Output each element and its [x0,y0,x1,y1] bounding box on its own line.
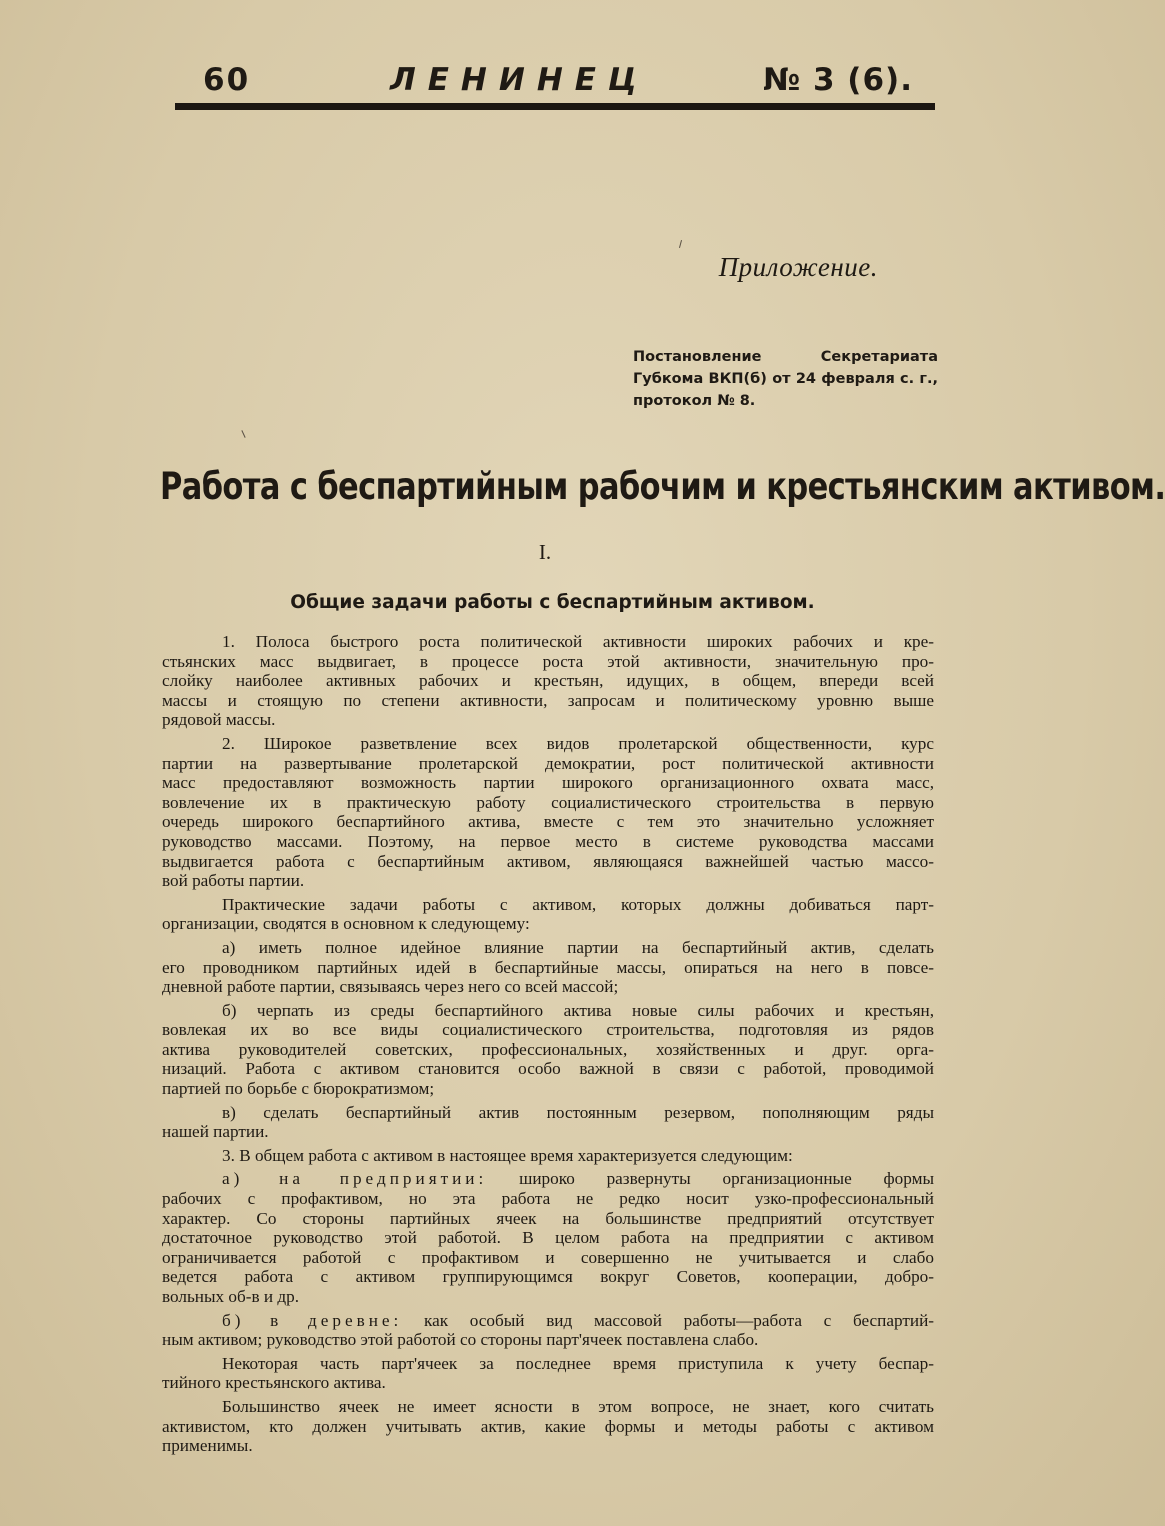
resolution-line: Постановление Секретариата [633,349,938,365]
issue-number: № 3 (6). [762,62,913,98]
text-line-rest: широко развернуты организационные формы [487,1169,934,1189]
text-line: низаций. Работа с активом становится особо важной в связи с работой, проводимой [162,1059,934,1079]
text-line: рабочих с профактивом, но эта работа не редко носит узко-профессиональный [162,1189,934,1209]
paragraph [162,1354,934,1393]
page-header [175,62,935,102]
resolution-reference [633,346,938,412]
text-line [162,1169,934,1189]
text-line: тийного крестьянского актива. [162,1373,386,1393]
paragraph [162,1103,934,1142]
text-line: партией по борьбе с бюрократизмом; [162,1079,435,1099]
text-line: ограничивается работой с профактивом и совершенно не учитывается и слабо [162,1247,934,1267]
text-line: нашей партии. [162,1122,269,1142]
text-line: дневной работе партии, связываясь через него со всей массой; [162,977,619,997]
page-number: 60 [203,62,251,98]
text-line: организации, сводятся в основном к следующему: [162,914,530,934]
text-line: вовлекая их во все виды социалистического строительства, подготовляя из рядов [162,1020,934,1040]
paragraph [162,1397,934,1456]
paragraph [162,938,934,997]
text-line: стьянских масс выдвигает, в процессе роста этой активности, значительную про- [162,651,934,671]
paragraph [162,895,934,934]
paragraph [162,1146,934,1166]
paragraph [162,1169,934,1306]
text-line: достаточное руководство этой работой. В целом работа на предприятии с активом [162,1228,934,1248]
resolution-line: протокол № 8. [633,393,756,409]
text-line: а) иметь полное идейное влияние партии на беспартийный актив, сделать [222,937,934,957]
text-line: партии на развертывание пролетарской демократии, рост политической активности [162,753,934,773]
text-line-rest: как особый вид массовой работы—работа с беспартий- [402,1310,934,1330]
resolution-line: Губкома ВКП(б) от 24 февраля с. г., [633,371,938,387]
print-mark [241,430,245,438]
header-rule [175,103,935,110]
text-line: Большинство ячеек не имеет ясности в этом вопросе, не знает, кого считать [222,1396,934,1416]
text-line: активистом, кто должен учитывать актив, какие формы и методы работы с активом [162,1416,934,1436]
text-line: ным активом; руководство этой работой со стороны парт'ячеек поставлена слабо. [162,1330,759,1350]
text-line: актива руководителей советских, профессиональных, хозяйственных и друг. орга- [162,1039,934,1059]
document-title: Работа с беспартийным рабочим и крестьянским активом. [160,466,1165,509]
print-mark [679,240,682,248]
text-line: вовлечение их в практическую работу социалистического строительства в первую [162,792,934,812]
text-line: масс предоставляют возможность партии широкого организационного охвата масс, [162,773,934,793]
spaced-lead: б) в деревне: [222,1310,403,1330]
text-line: 1. Полоса быстрого роста политической активности широких рабочих и кре- [222,632,934,651]
text-line: вольных об-в и др. [162,1287,300,1306]
text-line: руководство массами. Поэтому, на первое место в системе руководства массами [162,831,934,851]
text-line: слойку наиболее активных рабочих и крестьян, идущих, в общем, впереди всей [162,671,934,691]
paragraph [162,1311,934,1350]
text-line: 2. Широкое разветвление всех видов пролетарской общественности, курс [222,733,934,753]
section-heading: Общие задачи работы с беспартийным активом. [290,592,815,613]
paragraph [162,734,934,891]
text-line: в) сделать беспартийный актив постоянным резервом, пополняющим ряды [222,1102,934,1122]
appendix-label: Приложение. [718,252,878,282]
text-line: 3. В общем работа с активом в настоящее время характеризуется следующим: [222,1145,793,1165]
text-line: Практические задачи работы с активом, которых должны добиваться парт- [222,894,934,914]
text-line: Некоторая часть парт'ячеек за последнее время приступила к учету беспар- [222,1353,934,1373]
text-line: рядовой массы. [162,710,276,730]
paragraph [162,632,934,730]
journal-title: ЛЕНИНЕЦ [390,62,649,98]
text-line: выдвигается работа с беспартийным активом, являющаяся важнейшей частью массо- [162,851,934,871]
text-line [162,1311,934,1331]
text-line: ведется работа с активом группирующимся вокруг Советов, кооперации, добро- [162,1267,934,1287]
text-line: характер. Со стороны партийных ячеек на большинстве предприятий отсутствует [162,1208,934,1228]
spaced-lead: а) на предприятии: [222,1169,488,1189]
text-line: вой работы партии. [162,871,305,891]
text-line: применимы. [162,1436,253,1456]
text-line: его проводником партийных идей в беспартийные массы, опираться на него в повсе- [162,957,934,977]
text-line: б) черпать из среды беспартийного актива новые силы рабочих и крестьян, [222,1000,934,1020]
text-line: очередь широкого беспартийного актива, вместе с тем это значительно усложняет [162,812,934,832]
paragraph [162,1001,934,1099]
text-line: массы и стоящую по степени активности, запросам и политическому уровню выше [162,690,934,710]
section-number: I. [538,540,552,564]
body-text [162,632,934,1460]
